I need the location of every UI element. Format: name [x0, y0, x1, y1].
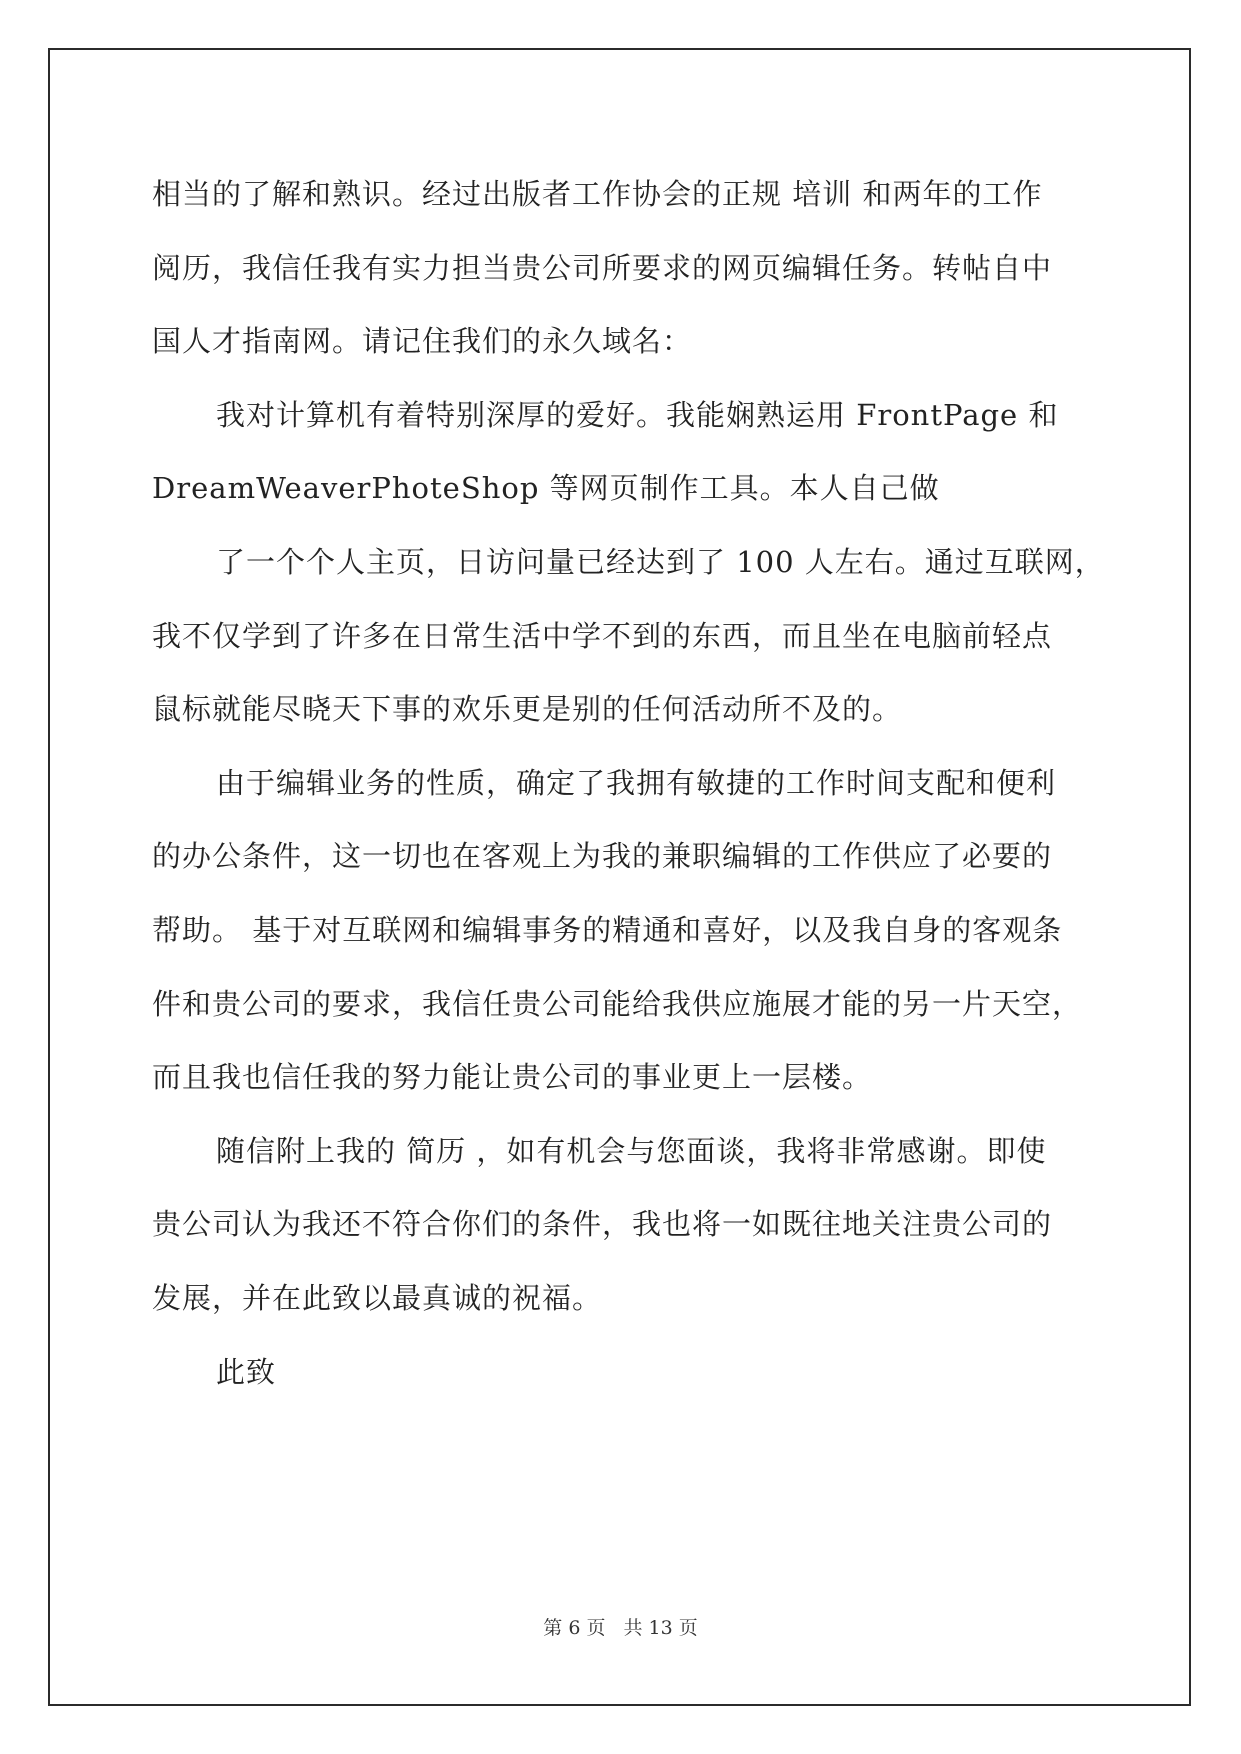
text-line: 由于编辑业务的性质，确定了我拥有敏捷的工作时间支配和便利	[216, 765, 1057, 800]
text-line: 相当的了解和熟识。经过出版者工作协会的正规 培训 和两年的工作	[152, 177, 1043, 211]
text-line: 随信附上我的 简历 ，如有机会与您面谈，我将非常感谢。即使	[216, 1133, 1047, 1168]
text-line: 鼠标就能尽晓天下事的欢乐更是别的任何活动所不及的。	[152, 692, 903, 727]
text-line: 发展，并在此致以最真诚的祝福。	[152, 1280, 603, 1315]
text-line: 我不仅学到了许多在日常生活中学不到的东西，而且坐在电脑前轻点	[152, 618, 1053, 653]
document-body	[152, 158, 1112, 1409]
text-line: 件和贵公司的要求，我信任贵公司能给我供应施展才能的另一片天空，	[152, 986, 1083, 1021]
text-line: DreamWeaverPhoteShop 等网页制作工具。本人自己做	[152, 471, 940, 506]
text-line: 帮助。 基于对互联网和编辑事务的精通和喜好，以及我自身的客观条	[152, 912, 1063, 947]
page-number: 第 6 页	[543, 1617, 606, 1639]
text-line: 了一个个人主页，日访问量已经达到了 100 人左右。通过互联网，	[216, 544, 1105, 579]
text-line: 此致	[216, 1354, 277, 1389]
text-line: 贵公司认为我还不符合你们的条件，我也将一如既往地关注贵公司的	[152, 1207, 1053, 1242]
text-line: 阅历，我信任我有实力担当贵公司所要求的网页编辑任务。转帖自中	[152, 250, 1053, 285]
text-line: 国人才指南网。请记住我们的永久域名：	[152, 324, 693, 359]
page-footer	[0, 1616, 1241, 1640]
text-line: 的办公条件，这一切也在客观上为我的兼职编辑的工作供应了必要的	[152, 839, 1053, 874]
text-line: 我对计算机有着特别深厚的爱好。我能娴熟运用 FrontPage 和	[216, 397, 1059, 432]
page-total: 共 13 页	[623, 1617, 698, 1639]
text-line: 而且我也信任我的努力能让贵公司的事业更上一层楼。	[152, 1060, 873, 1095]
